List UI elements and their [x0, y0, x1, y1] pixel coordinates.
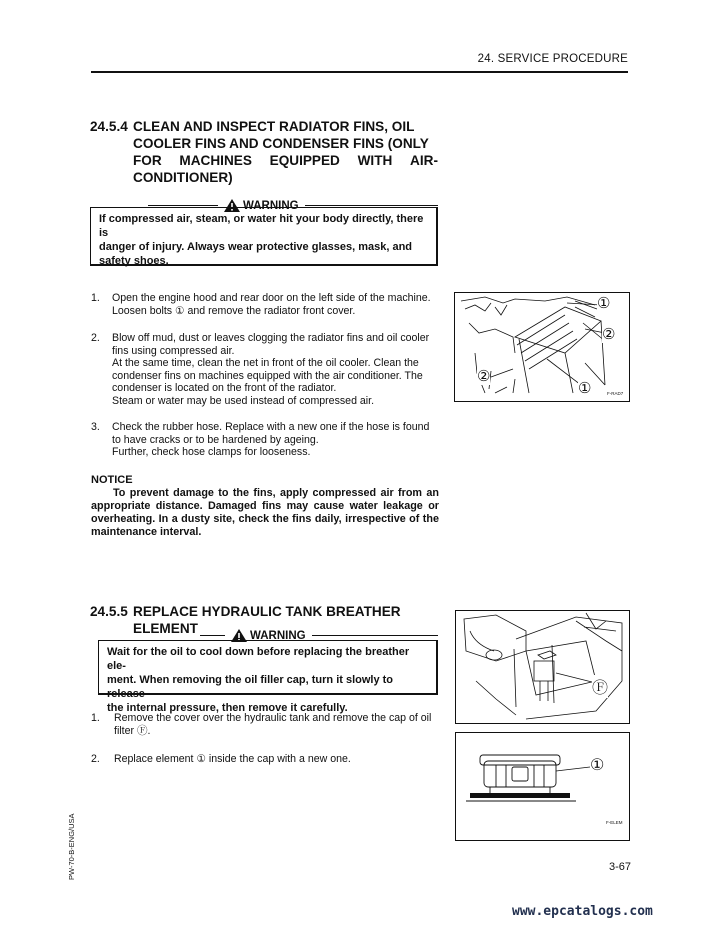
step-text: Loosen bolts ① and remove the radiator front cover.: [112, 304, 356, 317]
header-rule: [91, 71, 628, 73]
step-number: 1.: [91, 712, 100, 724]
running-header: 24. SERVICE PROCEDURE: [477, 53, 628, 65]
warning-rule-left: [148, 205, 218, 206]
step-text: fins using compressed air.: [112, 344, 235, 357]
figure-code: F-RAD7: [607, 391, 624, 396]
warning-text-line: If compressed air, steam, or water hit your body directly, there is: [99, 213, 424, 239]
step-text: condenser is located on the front of the radiator.: [112, 382, 337, 395]
step-text: Blow off mud, dust or leaves clogging the radiator fins and oil cooler: [112, 332, 430, 344]
warning-box: [98, 640, 438, 714]
warning-text-line: safety shoes.: [99, 255, 169, 267]
heading-line: REPLACE HYDRAULIC TANK BREATHER: [133, 604, 401, 619]
radiator-figure: [454, 292, 630, 402]
section-number: 24.5.4: [90, 119, 128, 134]
step-2: [91, 753, 451, 769]
heading-line: [133, 152, 438, 169]
step-text: Check the rubber hose. Replace with a new one if the hose is found: [112, 421, 430, 433]
step-text: Open the engine hood and rear door on the left side of the machine.: [112, 292, 431, 304]
warning-box: [90, 207, 438, 266]
step-text: At the same time, clean the net in front of the oil cooler. Clean the: [112, 357, 419, 370]
callout-1: ①: [590, 757, 605, 774]
heading-line: CONDITIONER): [133, 170, 233, 185]
section-title-24-5-4: [90, 118, 438, 188]
step-1: [91, 292, 451, 322]
breather-element-figure: [455, 732, 630, 841]
section-heading: [133, 118, 438, 186]
heading-word: EQUIPPED: [269, 153, 340, 168]
warning-rule-right: [305, 205, 438, 206]
heading-line: COOLER FINS AND CONDENSER FINS (ONLY: [133, 136, 429, 151]
document-code: PW-70-B-ENG/USA: [67, 813, 76, 880]
step-number: 2.: [91, 753, 100, 765]
step-text: Replace element ① inside the cap with a new one.: [114, 753, 351, 765]
heading-word: WITH: [357, 153, 393, 168]
figure-code: F-ELEM: [606, 820, 623, 825]
heading-line: ELEMENT: [133, 621, 198, 636]
step-text: filter Ⓕ.: [114, 724, 151, 737]
notice-text: To prevent damage to the fins, apply compressed air from an appropriate distance. Damaged fins may cause water leakage or overheating. In a dusty site, check the fins daily, irrespective of the maintenance interval.: [91, 487, 439, 538]
warning-text-line: ment. When removing the oil filler cap, turn it slowly to release: [107, 674, 394, 700]
warning-rule-right: [312, 635, 438, 636]
warning-label: WARNING: [243, 199, 299, 212]
step-text: Steam or water may be used instead of compressed air.: [112, 394, 375, 407]
heading-word: AIR-: [410, 153, 438, 168]
notice-heading: NOTICE: [91, 474, 133, 486]
step-number: 2.: [91, 332, 100, 344]
step-2: [91, 332, 451, 412]
step-text: to have cracks or to be hardened by ageing.: [112, 433, 319, 446]
step-1: [91, 712, 451, 742]
heading-word: FOR: [133, 153, 162, 168]
step-text: Remove the cover over the hydraulic tank and remove the cap of oil: [114, 712, 432, 724]
section-number: 24.5.5: [90, 604, 128, 619]
callout-2-left: ②: [477, 368, 491, 385]
breather-element-diagram: [456, 733, 629, 840]
warning-text-line: the internal pressure, then remove it carefully.: [107, 702, 348, 714]
warning-rule-left: [200, 635, 225, 636]
warning-text-line: Wait for the oil to cool down before replacing the breather ele-: [107, 646, 410, 672]
callout-1-bottom: ①: [578, 380, 592, 397]
hydraulic-tank-figure: [455, 610, 630, 724]
callout-f: Ⓕ: [592, 675, 608, 698]
step-number: 1.: [91, 292, 100, 304]
callout-1-top: ①: [597, 295, 611, 312]
warning-text-line: danger of injury. Always wear protective glasses, mask, and: [99, 241, 413, 253]
hydraulic-tank-diagram: [456, 611, 629, 723]
heading-line: CLEAN AND INSPECT RADIATOR FINS, OIL: [133, 119, 415, 134]
callout-2-right: ②: [602, 326, 616, 343]
step-number: 3.: [91, 421, 100, 433]
page-number: 3-67: [609, 861, 632, 873]
warning-label: WARNING: [250, 629, 306, 642]
step-3: [91, 421, 451, 463]
step-text: condenser fins on machines equipped with the air conditioner. The: [112, 369, 423, 382]
footer-url[interactable]: www.epcatalogs.com: [512, 904, 653, 919]
heading-word: MACHINES: [179, 153, 252, 168]
step-text: Further, check hose clamps for looseness.: [112, 446, 311, 459]
